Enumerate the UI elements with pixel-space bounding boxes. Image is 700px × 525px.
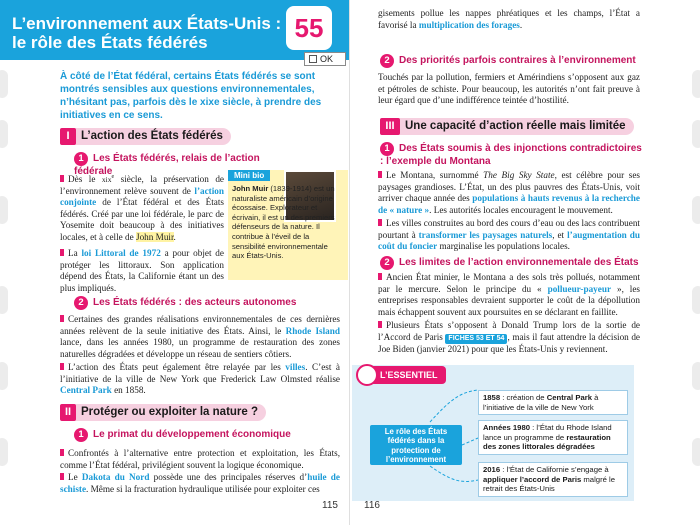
page-number: 116 xyxy=(364,500,380,511)
essentiel-card-1858: 1858 : création de Central Park à l’initiative de la ville de New York xyxy=(478,390,628,415)
bullet-icon xyxy=(60,315,64,322)
binder-hole xyxy=(692,286,700,314)
bullet-icon xyxy=(378,171,382,178)
paragraph: Les villes construites au bord des cours d’eau ou des lacs contribuent pourtant à transformer les paysages naturels, et l’augmentation du coût du foncier marginalise les populations locales. xyxy=(378,218,640,252)
section-heading-2: II Protéger ou exploiter la nature ? xyxy=(60,404,266,421)
binder-hole xyxy=(0,286,8,314)
page-title: L’environnement aux États-Unis : le rôle des États fédérés xyxy=(12,14,282,52)
binder-hole xyxy=(0,70,8,98)
mini-bio-text: John Muir (1839-1914) est un naturaliste américain d’origine écossaise. Explorateur et écrivain, il est un des premiers défenseurs de la nature. Il contribue à l’éveil de la sensibilité environnementale aux États-Unis. xyxy=(232,184,335,261)
bullet-icon xyxy=(60,249,64,256)
paragraph: gisements pollue les nappes phréatiques et les champs, l’État a favorisé la multiplication des forages. xyxy=(378,8,640,30)
paragraph: Ancien État minier, le Montana a des sols très pollués, notamment par le mercure. Selon le principe du « pollueur-payeur », les entreprises responsables devraient supporter le coût de la dépollution mais échappent souvent aux poursuites en se déclarant en faillite. xyxy=(378,272,640,317)
binder-hole xyxy=(0,362,8,390)
mini-bio-box xyxy=(228,170,348,280)
binder-hole xyxy=(692,362,700,390)
section-heading-1: I L’action des États fédérés xyxy=(60,128,231,145)
paragraph: La loi Littoral de 1972 a pour objet de protéger les littoraux. Son application dépend des États, la Californie étant un des plus impliqués. xyxy=(60,248,224,293)
binder-hole xyxy=(0,196,8,224)
subheading-3-2: 2 Les limites de l’action environnementale des États xyxy=(380,256,642,270)
subheading-1-2: 2 Les États fédérés : des acteurs autonomes xyxy=(74,296,324,310)
page-number: 115 xyxy=(322,500,338,511)
essentiel-card-1980: Années 1980 : l’État du Rhode Island lance un programme de restauration des zones littorales dégradées xyxy=(478,420,628,455)
binder-hole xyxy=(692,196,700,224)
subheading-2-2: 2 Des priorités parfois contraires à l’environnement xyxy=(380,54,640,68)
sheet-number: 55 xyxy=(286,6,332,50)
bullet-icon xyxy=(60,175,64,182)
paragraph: Certaines des grandes réalisations environnementales de ces dernières années relèvent de la seule initiative des États. Ainsi, le Rhode Island lance, dans les années 1980, un programme de restauration des zones naturelles dégradées et développe un réseau de sentiers côtiers. xyxy=(60,314,340,359)
fiche-reference-link[interactable]: FICHES 53 ET 54 xyxy=(445,334,507,344)
ok-checkbox[interactable] xyxy=(304,52,346,66)
binder-hole xyxy=(0,438,8,466)
subheading-1-1: 1 Les États fédérés, relais de l’action fédérale xyxy=(74,153,260,177)
subheading-2-1: 1 Le primat du développement économique xyxy=(74,428,324,442)
binder-hole xyxy=(0,120,8,148)
bullet-icon xyxy=(60,363,64,370)
essentiel-tab: L’ESSENTIEL xyxy=(364,366,446,384)
paragraph: L’action des États peut également être relayée par les villes. C’est à l’initiative de la ville de New York que Frederick Law Olmsted réalise Central Park en 1858. xyxy=(60,362,340,396)
paragraph: Confrontés à l’alternative entre protection et exploitation, les États, comme l’État fédéral, privilégient souvent la logique économique. xyxy=(60,448,340,470)
essentiel-center-node: Le rôle des États fédérés dans la protection de l’environnement xyxy=(370,425,462,465)
paragraph: Le Montana, surnommé The Big Sky State, est célèbre pour ses paysages grandioses. L’État, un des plus pauvres des États-Unis, voit arriver chaque année des populations à hauts revenus à la recherche de « nature ». Les autorités locales encouragent le mouvement. xyxy=(378,170,640,215)
bullet-icon xyxy=(60,473,64,480)
binder-hole xyxy=(692,438,700,466)
bullet-icon xyxy=(378,219,382,226)
bullet-icon xyxy=(378,273,382,280)
binder-hole xyxy=(692,70,700,98)
binder-hole xyxy=(692,120,700,148)
paragraph: Plusieurs États s’opposent à Donald Trump lors de la sortie de l’Accord de Paris FICHES 53 ET 54 , mais il faut attendre la décision de Joe Biden (janvier 2021) pour que les États-Unis y reviennent. xyxy=(378,320,640,354)
section-heading-3: III Une capacité d’action réelle mais limitée xyxy=(380,118,634,135)
checkbox-icon[interactable] xyxy=(309,55,317,63)
paragraph: Touchés par la pollution, fermiers et Amérindiens s’opposent aux gaz et pétroles de schiste. Pour beaucoup, les autorités n’ont fait preuve à leur égard que d’une indifférence teintée d’hostilité. xyxy=(378,72,640,106)
essentiel-card-2016: 2016 : l’État de Californie s’engage à appliquer l’accord de Paris malgré le retrait des États-Unis xyxy=(478,462,628,497)
paragraph: Dès le xix$^e$ siècle, la préservation de l’environnement relève souvent de l’action conjointe de l’État fédéral et des États fédérés. Créé par une loi fédérale, le parc de Yosemite doit beaucoup à des initiatives locales, et à celle de John Muir. xyxy=(60,174,225,243)
paragraph: Le Dakota du Nord possède une des principales réserves d’huile de schiste. Même si la fracturation hydraulique utilisée pour exploiter ces xyxy=(60,472,340,494)
ok-label: OK xyxy=(320,54,334,64)
bullet-icon xyxy=(60,449,64,456)
mini-bio-tag: Mini bio xyxy=(228,170,270,181)
subheading-3-1: 1 Des États soumis à des injonctions contradictoires : l’exemple du Montana xyxy=(380,143,642,167)
intro-text: À côté de l’État fédéral, certains États fédérés se sont montrés sensibles aux questions environnementales, n’hésitant pas, parfois dès le xixe siècle, à prendre des initiatives en ce sens. xyxy=(60,71,322,121)
bullet-icon xyxy=(378,321,382,328)
